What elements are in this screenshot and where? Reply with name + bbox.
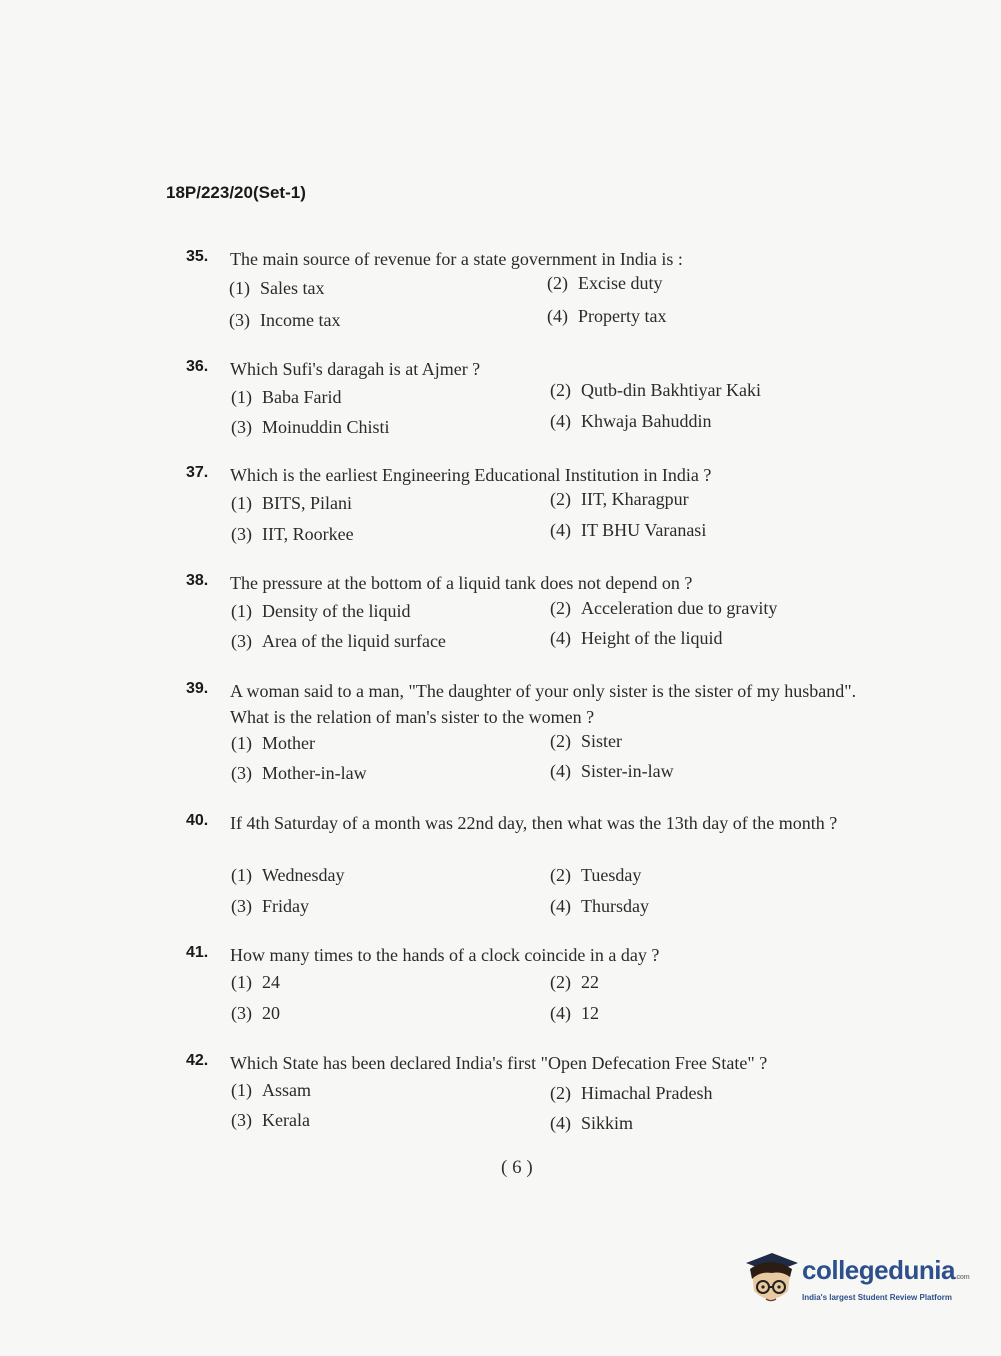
option-3 (231, 763, 367, 784)
option-text: Sister-in-law (581, 761, 674, 781)
option-number: (2) (550, 972, 571, 992)
option-1 (231, 733, 315, 754)
option-2 (550, 731, 622, 752)
option-text: Tuesday (581, 865, 642, 885)
option-4 (550, 520, 706, 541)
option-number: (4) (550, 1113, 571, 1133)
option-number: (1) (231, 601, 252, 621)
option-text: Thursday (581, 896, 649, 916)
collegedunia-logo (742, 1247, 972, 1317)
question-35 (186, 248, 866, 338)
question-36 (186, 358, 866, 448)
option-2 (550, 865, 641, 886)
question-41 (186, 944, 866, 1034)
option-number: (4) (550, 628, 571, 648)
option-number: (4) (550, 1003, 571, 1023)
option-number: (3) (231, 524, 252, 544)
option-4 (550, 411, 711, 432)
student-mascot-icon (742, 1249, 800, 1313)
option-text: 12 (581, 1003, 599, 1023)
option-4 (550, 896, 649, 917)
option-text: Height of the liquid (581, 628, 723, 648)
option-text: 20 (262, 1003, 280, 1023)
option-text: Mother-in-law (262, 763, 367, 783)
option-1 (231, 601, 410, 622)
option-number: (3) (229, 310, 250, 330)
question-39 (186, 680, 866, 790)
question-text: If 4th Saturday of a month was 22nd day, then what was the 13th day of the month ? (230, 813, 838, 833)
option-number: (2) (550, 598, 571, 618)
option-number: (2) (550, 1083, 571, 1103)
question-number: 42. (186, 1052, 209, 1069)
option-3 (231, 417, 390, 438)
option-text: Acceleration due to gravity (581, 598, 778, 618)
option-3 (231, 1110, 310, 1131)
option-text: Himachal Pradesh (581, 1083, 713, 1103)
option-text: Wednesday (262, 865, 345, 885)
option-1 (231, 972, 280, 993)
option-4 (550, 628, 722, 649)
logo-tagline: India's largest Student Review Platform (802, 1293, 952, 1302)
option-text: IIT, Roorkee (262, 524, 354, 544)
option-1 (231, 387, 341, 408)
question-38 (186, 572, 866, 662)
option-number: (1) (231, 972, 252, 992)
option-number: (4) (547, 306, 568, 326)
option-number: (4) (550, 411, 571, 431)
option-text: Area of the liquid surface (262, 631, 446, 651)
option-1 (231, 493, 352, 514)
option-2 (550, 598, 777, 619)
option-text: 24 (262, 972, 280, 992)
option-number: (2) (550, 489, 571, 509)
option-text: Assam (262, 1080, 311, 1100)
paper-code: 18P/223/20(Set-1) (166, 183, 306, 202)
option-number: (1) (231, 387, 252, 407)
option-text: Mother (262, 733, 315, 753)
option-3 (231, 1003, 280, 1024)
option-number: (3) (231, 631, 252, 651)
option-number: (3) (231, 1003, 252, 1023)
option-number: (3) (231, 763, 252, 783)
option-number: (2) (547, 273, 568, 293)
option-1 (231, 865, 345, 886)
option-4 (550, 1113, 633, 1134)
option-number: (3) (231, 417, 252, 437)
logo-name: collegedunia (802, 1255, 955, 1285)
question-text: The main source of revenue for a state government in India is : (230, 249, 683, 269)
option-text: Property tax (578, 306, 667, 326)
option-number: (2) (550, 865, 571, 885)
question-37 (186, 464, 866, 554)
option-number: (1) (231, 733, 252, 753)
option-text: Excise duty (578, 273, 663, 293)
option-text: Sales tax (260, 278, 325, 298)
option-2 (550, 380, 761, 401)
logo-suffix: .com (954, 1274, 970, 1281)
option-number: (1) (231, 493, 252, 513)
question-42 (186, 1052, 866, 1142)
option-2 (550, 972, 599, 993)
option-text: Density of the liquid (262, 601, 411, 621)
question-number: 37. (186, 464, 209, 481)
option-number: (4) (550, 761, 571, 781)
option-number: (1) (231, 1080, 252, 1100)
option-4 (550, 761, 674, 782)
question-number: 39. (186, 680, 209, 697)
option-3 (229, 310, 340, 331)
option-3 (231, 896, 309, 917)
question-text: A woman said to a man, "The daughter of your only sister is the sister of my husband". What is the relation of man's sister to the women ? (230, 681, 857, 727)
question-number: 36. (186, 358, 209, 375)
option-text: Moinuddin Chisti (262, 417, 390, 437)
option-text: Kerala (262, 1110, 310, 1130)
question-40 (186, 812, 866, 922)
option-text: Income tax (260, 310, 341, 330)
option-text: 22 (581, 972, 599, 992)
question-text: Which Sufi's daragah is at Ajmer ? (230, 359, 481, 379)
option-number: (2) (550, 731, 571, 751)
question-text: How many times to the hands of a clock coincide in a day ? (230, 945, 660, 965)
option-4 (547, 306, 666, 327)
option-text: Khwaja Bahuddin (581, 411, 712, 431)
option-text: Friday (262, 896, 309, 916)
option-number: (1) (229, 278, 250, 298)
question-text: Which is the earliest Engineering Educational Institution in India ? (230, 465, 712, 485)
question-text: The pressure at the bottom of a liquid tank does not depend on ? (230, 573, 693, 593)
option-2 (550, 489, 689, 510)
option-2 (550, 1083, 712, 1104)
option-number: (3) (231, 896, 252, 916)
page-number: ( 6 ) (501, 1157, 533, 1178)
option-text: Qutb-din Bakhtiyar Kaki (581, 380, 761, 400)
option-2 (547, 273, 662, 294)
option-number: (4) (550, 520, 571, 540)
option-text: IT BHU Varanasi (581, 520, 707, 540)
option-4 (550, 1003, 599, 1024)
option-1 (231, 1080, 311, 1101)
question-number: 38. (186, 572, 209, 589)
option-text: BITS, Pilani (262, 493, 353, 513)
question-number: 35. (186, 248, 209, 265)
question-number: 40. (186, 812, 209, 829)
option-number: (2) (550, 380, 571, 400)
option-3 (231, 631, 446, 652)
question-text: Which State has been declared India's first "Open Defecation Free State" ? (230, 1053, 768, 1073)
option-number: (1) (231, 865, 252, 885)
question-number: 41. (186, 944, 209, 961)
option-3 (231, 524, 354, 545)
option-text: Sister (581, 731, 623, 751)
logo-wordmark (802, 1255, 969, 1286)
option-text: IIT, Kharagpur (581, 489, 689, 509)
option-number: (3) (231, 1110, 252, 1130)
option-1 (229, 278, 325, 299)
option-text: Sikkim (581, 1113, 634, 1133)
option-number: (4) (550, 896, 571, 916)
option-text: Baba Farid (262, 387, 342, 407)
